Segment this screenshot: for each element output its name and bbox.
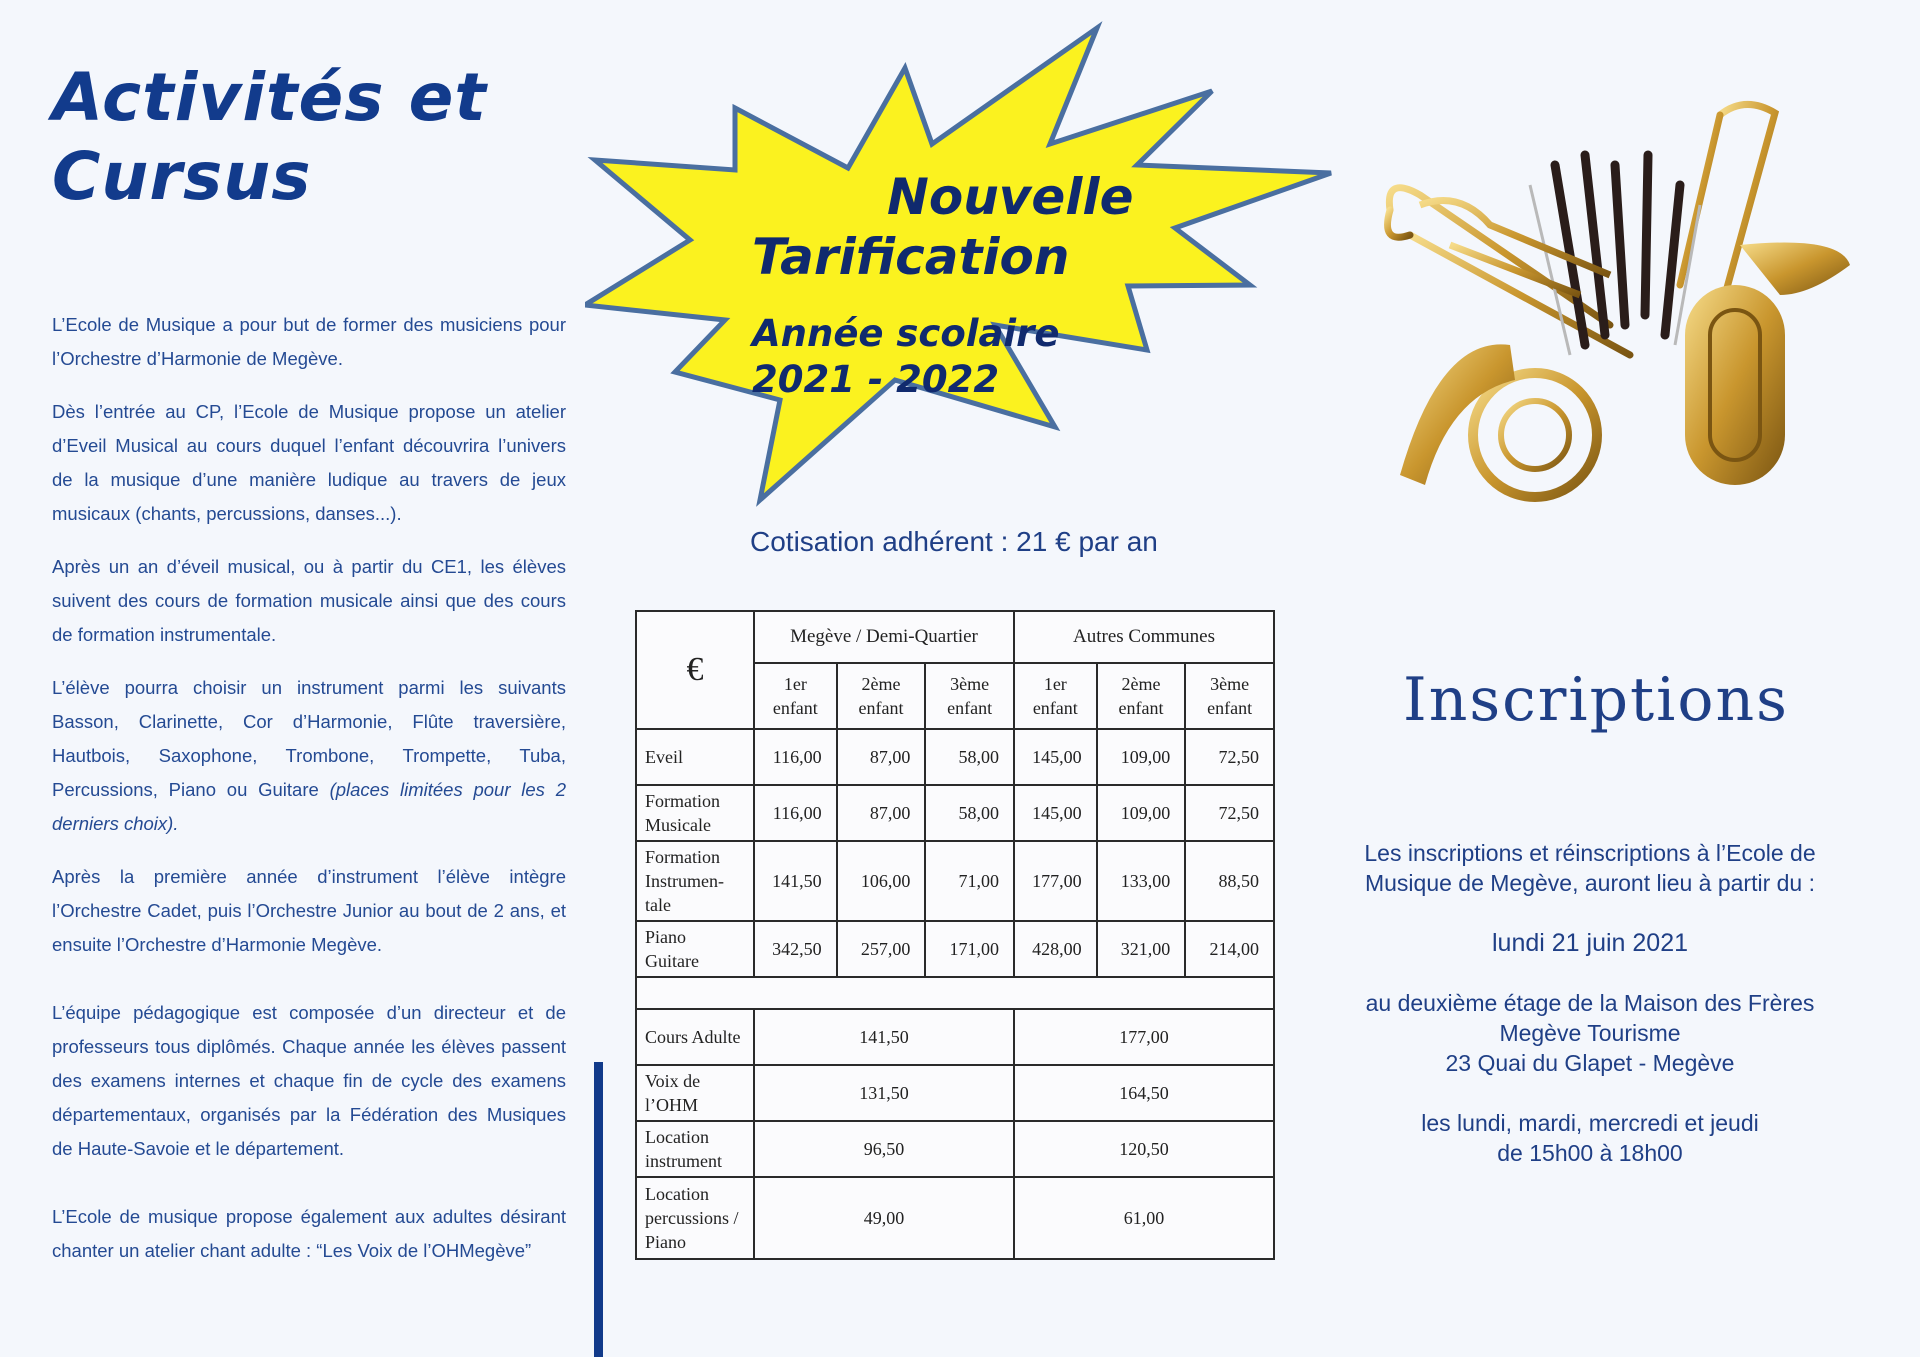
price-cell: 120,50 — [1014, 1121, 1274, 1177]
price-cell: 321,00 — [1097, 921, 1186, 977]
row-label: Formation Instrumen-tale — [636, 841, 754, 921]
vertical-divider — [594, 1062, 603, 1357]
intro-paragraph-2: Dès l’entrée au CP, l’Ecole de Musique propose un atelier d’Eveil Musical au cours duquel l’enfant découvrira l’univers de la musique d’une manière ludique au travers de jeux musicaux (chants, percussions, danses...). — [52, 401, 566, 524]
table-group-header — [636, 611, 1274, 663]
table-spacer-row — [636, 977, 1274, 1009]
price-cell: 177,00 — [1014, 841, 1097, 921]
brass-instruments-illustration — [1380, 95, 1860, 525]
inscriptions-info — [1340, 838, 1840, 1168]
price-cell: 72,50 — [1185, 785, 1274, 841]
title-line-2: Cursus — [52, 137, 312, 215]
sub-header-cell: 2ème enfant — [1097, 663, 1186, 729]
row-label: Piano Guitare — [636, 921, 754, 977]
intro-paragraph-4 — [52, 671, 566, 841]
inscriptions-days: les lundi, mardi, mercredi et jeudi — [1421, 1110, 1759, 1136]
inscriptions-intro: Les inscriptions et réinscriptions à l’Ecole de Musique de Megève, auront lieu à partir du : — [1364, 840, 1816, 896]
sub-header-cell: 3ème enfant — [925, 663, 1014, 729]
table-row — [636, 1065, 1274, 1121]
inscriptions-place-1: au deuxième étage de la Maison des Frères — [1365, 990, 1815, 1016]
price-cell: 71,00 — [925, 841, 1014, 921]
price-cell: 145,00 — [1014, 785, 1097, 841]
horn-bell-icon — [1400, 344, 1515, 485]
price-cell: 49,00 — [754, 1177, 1014, 1259]
price-cell: 88,50 — [1185, 841, 1274, 921]
price-cell: 214,00 — [1185, 921, 1274, 977]
sub-header-cell: 3ème enfant — [1185, 663, 1274, 729]
tuba-icon — [1685, 243, 1850, 486]
price-cell: 61,00 — [1014, 1177, 1274, 1259]
price-table — [635, 610, 1275, 1260]
row-label: Voix de l’OHM — [636, 1065, 754, 1121]
star-school-year-label: Année scolaire — [752, 312, 1060, 355]
price-cell: 428,00 — [1014, 921, 1097, 977]
membership-fee: Cotisation adhérent : 21 € par an — [750, 526, 1158, 557]
price-cell: 109,00 — [1097, 729, 1186, 785]
intro-paragraph-7: L’Ecole de musique propose également aux adultes désirant chanter un atelier chant adulte : “Les Voix de l’OHMegève” — [52, 1206, 566, 1261]
intro-paragraph-3: Après un an d’éveil musical, ou à partir du CE1, les élèves suivent des cours de formation musicale ainsi que des cours de formation instrumentale. — [52, 556, 566, 645]
intro-paragraph-6: L’équipe pédagogique est composée d’un directeur et de professeurs tous diplômés. Chaque année les élèves passent des examens internes et chaque fin de cycle des examens départementaux, organisés par la Fédération des Musiques de Haute-Savoie et le département. — [52, 1002, 566, 1159]
star-headline-2: Tarification — [752, 228, 1070, 286]
instrument-note: (places limitées pour les 2 derniers choix). — [52, 779, 566, 834]
star-headline-1: Nouvelle — [887, 168, 1134, 226]
row-label: Location percussions / Piano — [636, 1177, 754, 1259]
price-cell: 171,00 — [925, 921, 1014, 977]
sub-header-cell: 1er enfant — [754, 663, 837, 729]
price-cell: 177,00 — [1014, 1009, 1274, 1065]
page-title — [52, 59, 487, 215]
price-cell: 58,00 — [925, 785, 1014, 841]
french-horn-icon — [1473, 373, 1597, 497]
group-header-megeve: Megève / Demi-Quartier — [754, 611, 1014, 663]
price-cell: 72,50 — [1185, 729, 1274, 785]
inscriptions-heading: Inscriptions — [1403, 665, 1789, 735]
table-row — [636, 1009, 1274, 1065]
table-row — [636, 921, 1274, 977]
woodwind-icon — [1555, 155, 1680, 345]
table-row — [636, 841, 1274, 921]
inscriptions-place-3: 23 Quai du Glapet - Megève — [1445, 1050, 1735, 1076]
price-cell: 145,00 — [1014, 729, 1097, 785]
price-cell: 141,50 — [754, 1009, 1014, 1065]
table-row — [636, 729, 1274, 785]
price-cell: 257,00 — [837, 921, 926, 977]
price-cell: 141,50 — [754, 841, 837, 921]
inscriptions-hours: de 15h00 à 18h00 — [1497, 1140, 1683, 1166]
sub-header-cell: 1er enfant — [1014, 663, 1097, 729]
price-cell: 106,00 — [837, 841, 926, 921]
title-line-1: Activités et — [52, 59, 487, 136]
table-row — [636, 1177, 1274, 1259]
price-cell: 116,00 — [754, 785, 837, 841]
group-header-autres: Autres Communes — [1014, 611, 1274, 663]
intro-text — [52, 308, 566, 1287]
table-row — [636, 1121, 1274, 1177]
row-label: Formation Musicale — [636, 785, 754, 841]
inscriptions-place-2: Megève Tourisme — [1499, 1020, 1681, 1046]
intro-paragraph-1: L’Ecole de Musique a pour but de former des musiciens pour l’Orchestre d’Harmonie de Megève. — [52, 314, 566, 369]
price-cell: 109,00 — [1097, 785, 1186, 841]
star-school-year: 2021 - 2022 — [752, 358, 1000, 401]
price-cell: 131,50 — [754, 1065, 1014, 1121]
spacer-cell — [636, 977, 1274, 1009]
sub-header-cell: 2ème enfant — [837, 663, 926, 729]
price-cell: 133,00 — [1097, 841, 1186, 921]
table-row — [636, 785, 1274, 841]
price-cell: 87,00 — [837, 785, 926, 841]
currency-cell: € — [636, 611, 754, 729]
price-cell: 58,00 — [925, 729, 1014, 785]
intro-paragraph-5: Après la première année d’instrument l’élève intègre l’Orchestre Cadet, puis l’Orchestre Junior au bout de 2 ans, et ensuite l’Orchestre d’Harmonie Megève. — [52, 866, 566, 955]
inscriptions-date: lundi 21 juin 2021 — [1492, 929, 1688, 957]
row-label: Eveil — [636, 729, 754, 785]
row-label: Location instrument — [636, 1121, 754, 1177]
price-cell: 87,00 — [837, 729, 926, 785]
row-label: Cours Adulte — [636, 1009, 754, 1065]
price-cell: 96,50 — [754, 1121, 1014, 1177]
price-cell: 164,50 — [1014, 1065, 1274, 1121]
price-cell: 116,00 — [754, 729, 837, 785]
instrument-list: L’élève pourra choisir un instrument parmi les suivants Basson, Clarinette, Cor d’Harmonie, Flûte traversière, Hautbois, Saxophone, Trombone, Trompette, Tuba, Percussions, Piano ou Guitare — [52, 677, 566, 800]
price-cell: 342,50 — [754, 921, 837, 977]
